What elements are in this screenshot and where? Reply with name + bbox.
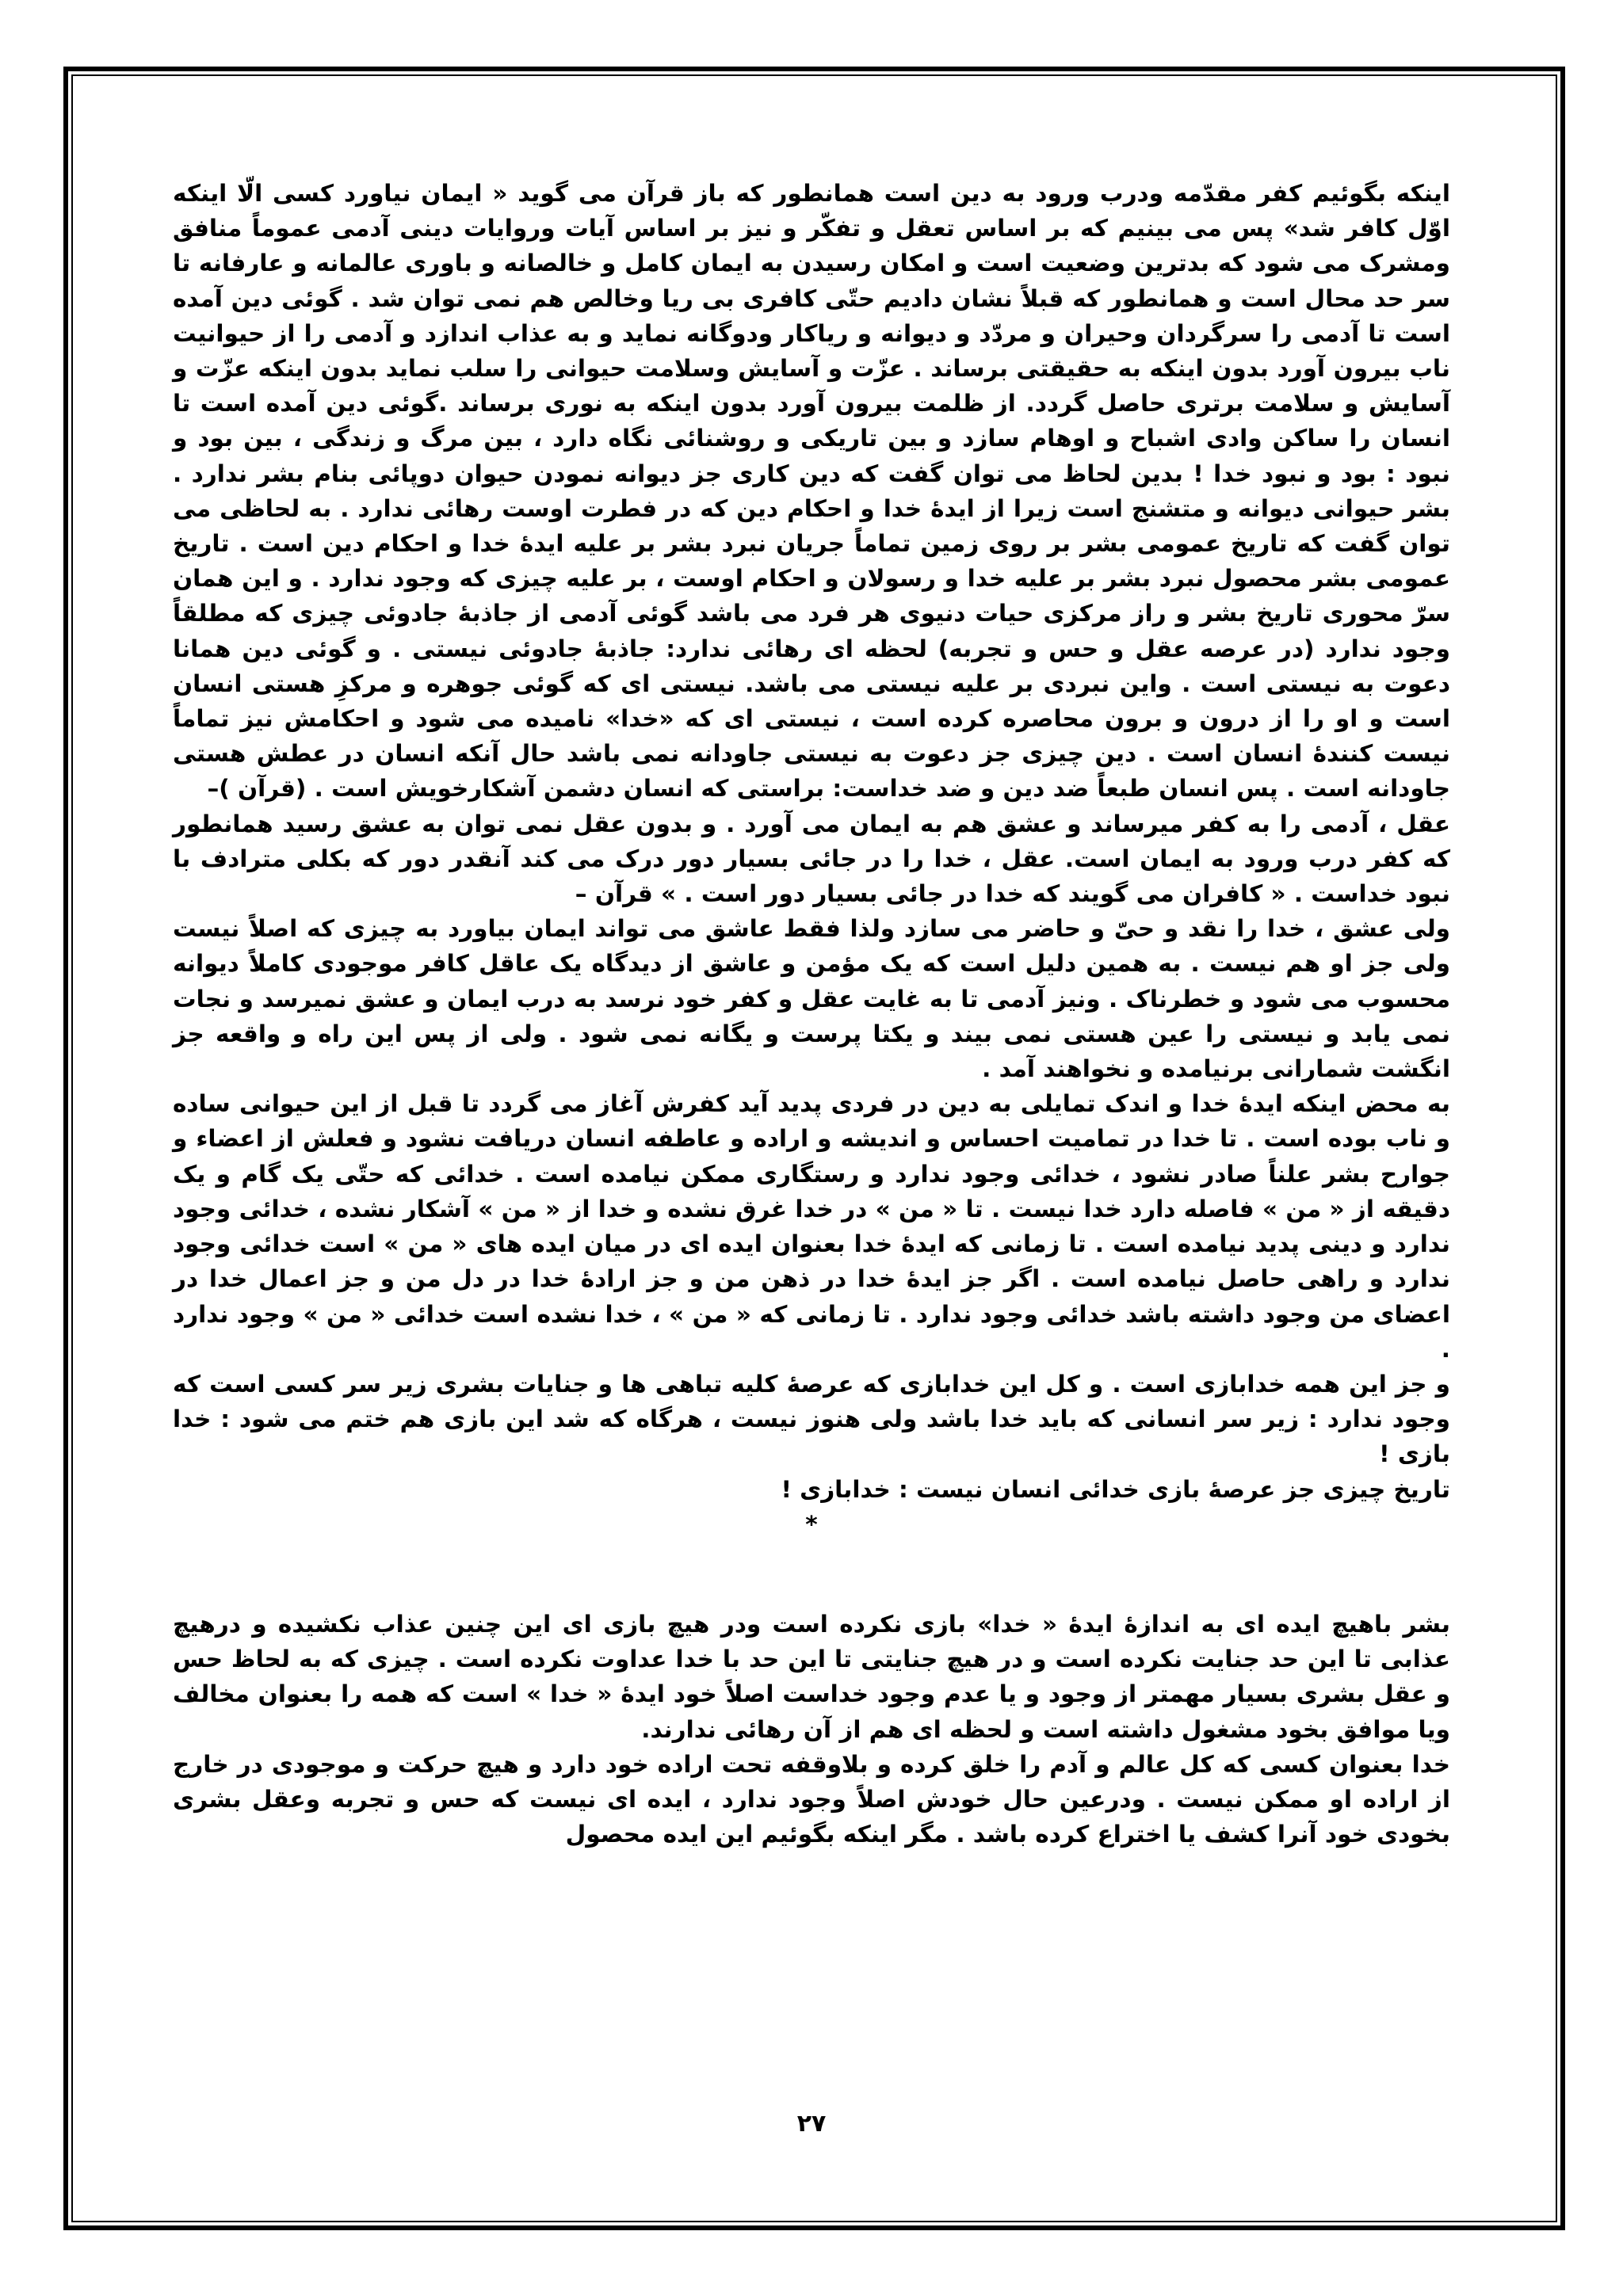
paragraph: اینکه بگوئیم کفر مقدّمه ودرب ورود به دین است همانطور که باز قرآن می گوید « ایمان نیاورد کسی الّا اینکه اوّل کافر شد» پس می بینیم که بر اساس تعقل و تفکّر و نیز بر اساس آیات وروایات دینی آدمی عموماً منافق ومشرک می شود که بدترین وضعیت است و امکان رسیدن به ایمان کامل و خالصانه و باوری عالمانه و عارفانه تا سر حد محال است و همانطور که قبلاً نشان دادیم حتّی کافری بی ریا وخالص هم نمی توان شد . گوئی دین آمده است تا آدمی را سرگردان وحیران و مردّد و دیوانه و ریاکار ودوگانه نماید و به عذاب اندازد و آدمی را از حیوانیت ناب بیرون آورد بدون اینکه به حقیقتی برساند . عزّت و آسایش وسلامت حیوانی را سلب نماید بدون اینکه عزّت و آسایش و سلامت برتری حاصل گردد. از ظلمت بیرون آورد بدون اینکه به نوری برساند .گوئی دین آمده است تا انسان را ساکن وادی اشباح و اوهام سازد و بین تاریکی و روشنائی نگاه دارد ، بین مرگ و زندگی ، بین بود و نبود : بود و نبود خدا ! بدین لحاظ می توان گفت که دین کاری جز دیوانه نمودن حیوان دوپائی بنام بشر ندارد . بشر حیوانی دیوانه و متشنج است زیرا از ایدهٔ خدا و احکام دین که در فطرت اوست رهائی ندارد . به لحاظی می توان گفت که تاریخ عمومی بشر بر روی زمین تماماً جریان نبرد بشر بر علیه ایدهٔ خدا و احکام دین است . تاریخ عمومی بشر محصول نبرد بشر بر علیه خدا و رسولان و احکام اوست ، بر علیه چیزی که وجود ندارد . و این همان سرّ محوری تاریخ بشر و راز مرکزی حیات دنیوی هر فرد می باشد گوئی آدمی از جاذبهٔ جادوئی چیزی که مطلقاً وجود ندارد (در عرصه عقل و حس و تجربه) لحظه ای رهائی ندارد: جاذبهٔ جادوئی نیستی . و گوئی دین همانا دعوت به نیستی است . واین نبردی بر علیه نیستی می باشد. نیستی ای که گوئی جوهره و مرکزِ هستی انسان است و او را از درون و برون محاصره کرده است ، نیستی ای که «خدا» نامیده می شود و احکامش نیز تماماً نیست کنندهٔ انسان است . دین چیزی جز دعوت به نیستی جاودانه نمی باشد حال آنکه انسان در عطش هستی جاودانه است . پس انسان طبعاً ضد دین و ضد خداست: براستی که انسان دشمن آشکارخویش است . (قرآن )– [173,180,1450,803]
paragraph: تاریخ چیزی جز عرصهٔ بازی خدائی انسان نیست : خدابازی ! [781,1475,1450,1503]
paragraph: ولی عشق ، خدا را نقد و حیّ و حاضر می سازد ولذا فقط عاشق می تواند ایمان بیاورد به چیزی که اصلاً نیست ولی جز او هم نیست . به همین دلیل است که یک مؤمن و عاشق از دیدگاه یک عاقل کافر موجودی کاملاً دیوانه محسوب می شود و خطرناک . ونیز آدمی تا به غایت عقل و کفر خود نرسد به درب ایمان و عشق نمیرسد و نجات نمی یابد و نیستی را عین هستی نمی بیند و یکتا پرست و یگانه نمی شود . ولی از پس این راه و واقعه جز انگشت شمارانی برنیامده و نخواهند آمد . [173,915,1450,1083]
section-separator: * [805,1510,818,1538]
paragraph: عقل ، آدمی را به کفر میرساند و عشق هم به ایمان می آورد . و بدون عقل نمی توان به عشق رسید همانطور که کفر درب ورود به ایمان است. عقل ، خدا را در جائی بسیار دور درک می کند آنقدر دور که بکلی مترادف با نبود خداست . « کافران می گویند که خدا در جائی بسیار دور است . » قرآن – [173,810,1450,908]
document-body [173,176,1450,1852]
section-gap [173,1542,1450,1607]
paragraph: و جز این همه خدابازی است . و کل این خدابازی که عرصهٔ کلیه تباهی ها و جنایات بشری زیر سر کسی است که وجود ندارد : زیر سر انسانی که باید خدا باشد ولی هنوز نیست ، هرگاه که شد این بازی هم ختم می شود : خدا بازی ! [173,1370,1450,1468]
paragraph: به محض اینکه ایدهٔ خدا و اندک تمایلی به دین در فردی پدید آید کفرش آغاز می گردد تا قبل از این حیوانی ساده و ناب بوده است . تا خدا در تمامیت احساس و اندیشه و اراده و عاطفه انسان دریافت نشود و فعلش از اعضاء و جوارح بشر علناً صادر نشود ، خدائی وجود ندارد و رستگاری ممکن نیامده است . خدائی که حتّی یک گام و یک دقیقه از « من » فاصله دارد خدا نیست . تا « من » در خدا غرق نشده و خدا از « من » آشکار نشده ، خدائی وجود ندارد و دینی پدید نیامده است . تا زمانی که ایدهٔ خدا بعنوان ایده ای در میان ایده های « من » است خدائی وجود ندارد و راهی حاصل نیامده است . اگر جز ایدهٔ خدا در ذهن من و جز ارادهٔ خدا در دل من و جز اعمال خدا در اعضای من وجود داشته باشد خدائی وجود ندارد . تا زمانی که « من » ، خدا نشده است خدائی « من » وجود ندارد . [173,1090,1450,1363]
page-number: ۲۷ [796,2110,827,2138]
paragraph: بشر باهیچ ایده ای به اندازهٔ ایدهٔ « خدا» بازی نکرده است ودر هیچ بازی ای این چنین عذاب نکشیده و درهیچ عذابی تا این حد جنایت نکرده است و در هیچ جنایتی تا این حد با خدا عداوت نکرده است . چیزی که به لحاظ حس و عقل بشری بسیار مهمتر از وجود و یا عدم وجود خداست اصلاً خود ایدهٔ « خدا » است که همه را بعنوان مخالف ویا موافق بخود مشغول داشته است و لحظه ای هم از آن رهائی ندارند. [173,1610,1450,1743]
paragraph: خدا بعنوان کسی که کل عالم و آدم را خلق کرده و بلاوقفه تحت اراده خود دارد و هیچ حرکت و موجودی در خارج از اراده او ممکن نیست . ودرعین حال خودش اصلاً وجود ندارد ، ایده ای نیست که حس و تجربه وعقل بشری بخودی خود آنرا کشف یا اختراع کرده باشد . مگر اینکه بگوئیم این ایده محصول [173,1750,1450,1848]
